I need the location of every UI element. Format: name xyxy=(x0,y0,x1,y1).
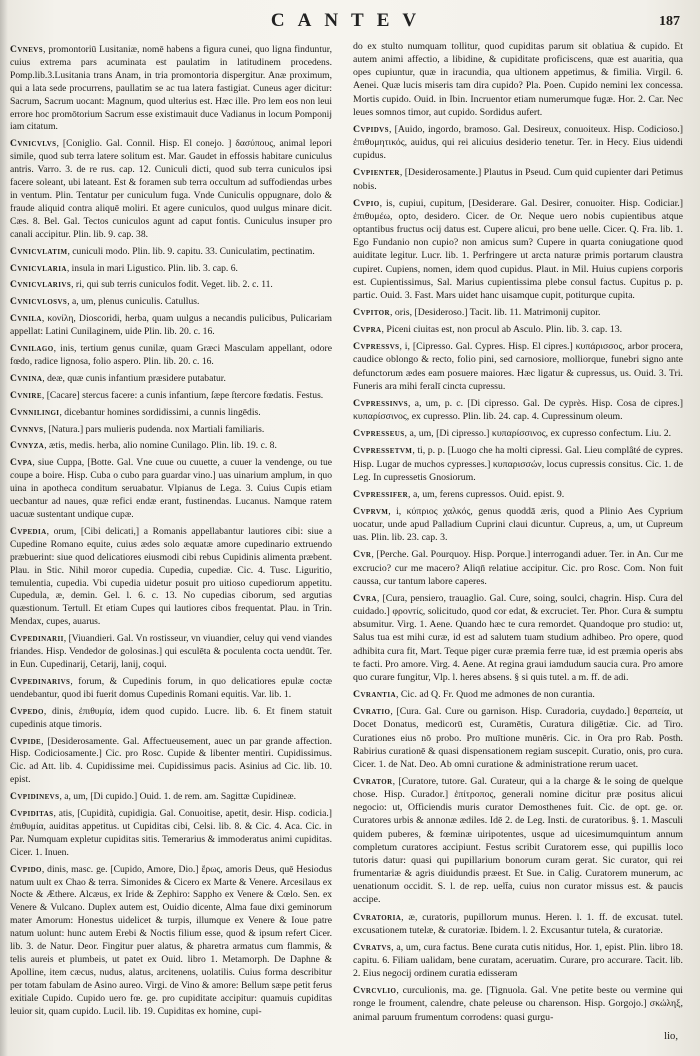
entry-headword: Cvprvm xyxy=(353,506,389,517)
dictionary-entry xyxy=(353,397,683,423)
dictionary-entry xyxy=(10,407,332,420)
entry-headword: Cvra xyxy=(353,592,377,604)
entry-headword: Cvpiditas xyxy=(10,808,54,820)
entry-text: , ætis, medis. herba, alio nomine Cunilago. Plin. lib. 19. c. 8. xyxy=(44,440,277,452)
entry-text: , [Cura, pensiero, trauaglio. Gal. Cure, soing, soulci, chagrin. Hisp. Cura del cuidado.] φροντίς, solicitudo, quod cor edat, & excruciet. Ter. Phor. Cura & sumptu absumitur. Virg. 1. Aene. Quando hæc te cura remordet. Quandoque pro studio: ut, Salus tua est mihi curæ, id est ad salutem tuam studium adhibeo. Pro opere, quod adhibita cura fit, Mart. Teque piger curæ præmia ferre tuæ, id est præmia operis abs te facti. Pro amore. Virg. 4. Aene. At regina graui iamdudum saucia cura. Pro amore quo curare fungitur, Vlp. l. heres absens. § si quis tutel. a m. ff. de adi. xyxy=(353,592,683,683)
entry-headword: Cvrator xyxy=(353,775,393,787)
entry-text: , oris, [Desideroso.] Tacit. lib. 11. Matrimonij cupitor. xyxy=(389,306,601,318)
dictionary-entry xyxy=(353,592,683,684)
entry-headword: Cvpedo xyxy=(10,705,44,717)
entry-headword: Cvpide xyxy=(10,735,42,747)
dictionary-entry xyxy=(10,343,332,369)
dictionary-entry xyxy=(10,424,332,437)
entry-headword: Cvnilago xyxy=(10,343,54,355)
dictionary-entry xyxy=(353,911,683,937)
entry-headword: Cvpra xyxy=(353,324,382,336)
entry-headword: Cvnina xyxy=(10,372,43,384)
entry-text: do ex stulto numquam tollitur, quod cupiditas parum sit oblatiua & cupido. Et autem animi affectio, a libidine, & cupiditate proficiscens, quæ est auaritia, qua opes cupiuntur, quæ in iracundia, qua ultionem appetimus, & fimilia. Virgil. 6. Aenei. Quæ lucis miseris tam dira cupido? Pla. Poen. Cupido nemini lex concessa. Mortis cupido. Ouid. in Ibin. Incruentor etiam numerumque fugæ. Hor. 2. Car. Nec leues somnos timor, aut cupido. Sordidus aufert. xyxy=(353,41,683,118)
dictionary-entry xyxy=(10,808,332,860)
dictionary-entry xyxy=(10,313,332,339)
dictionary-entry xyxy=(353,548,683,587)
entry-text: , [Curatore, tutore. Gal. Curateur, qui a la charge & le soing de quelque chose. Hisp. Curador.] ἐπίτροπος, generali nomine dicitur præ positus alicui negocio: ut, Officiendis muris curator Demosthenes fuit. Cic. de opt. ge. or. Curatores urbis & annonæ ædiles. Idē 2. de Leg. Insti. de curatoribus. §. 1. Masculi quidem puberes, & fœminæ uiripotentes, usque ad uicesimumquintum annum completum curatores accipiunt. Festus scribit Curatorem esse, qui pupillis loco tutoris datur: quasi qui pupillarium bonorum curam gerat. Sic curator, qui rei frumentariæ & agris diuidundis præest. Et Sue. in Calig. Curatorem munerum, ac uenationum occidit. S. l. de rep. uelt̄a, cuius non curator missus est. & paucis accipe. xyxy=(353,775,683,906)
dictionary-entry xyxy=(10,296,332,309)
entry-headword: Cvpedinarivs xyxy=(10,675,71,687)
entry-text: , κονίλη, Dioscoridi, herba, quam uulgus a necandis pulicibus, Pulicariam appellat: Latini Cunilaginem, uide Plin. lib. 20. c. 16. xyxy=(10,313,332,338)
entry-text: , [Auido, ingordo, bramoso. Gal. Desireux, conuoiteux. Hisp. Codicioso.] ἐπιθυμητικός, auidus, qui rei alicuius desiderio tenetur. Ter. in Hecy. Eius uidendi cupidus. xyxy=(353,123,683,162)
entry-headword: Cvpido xyxy=(10,863,42,875)
entry-text: , [Desiderosamente.] Plautus in Pseud. Cum quid cupienter dari Petimus nobis. xyxy=(353,167,683,192)
dictionary-entry xyxy=(10,526,332,629)
dictionary-entry xyxy=(353,688,683,701)
gutter-shadow xyxy=(0,0,8,1056)
catchword: lio, xyxy=(664,1031,678,1042)
entry-headword: Cvnicvlarivs xyxy=(10,279,72,291)
dictionary-entry xyxy=(353,488,683,501)
dictionary-entry xyxy=(10,791,332,804)
dictionary-entry xyxy=(10,736,332,788)
entry-text: , Piceni ciuitas est, non procul ab Asculo. Plin. lib. 3. cap. 13. xyxy=(381,324,623,336)
entry-text: , inis, tertium genus cunilæ, quam Græci Masculam appellant, odore fœdo, radice lignosa, folio aspero. Plin. lib. 20. c. 16. xyxy=(10,343,332,367)
entry-headword: Cvpressinvs xyxy=(353,397,409,409)
entry-text: , i, [Cipresso. Gal. Cypres. Hisp. El cipres.] κυπάρισσος, arbor procera, caudice oblongo & recto, folio pini, sed carnosiore, molliorque, funebri signo ante defunctorum ædes eam posuere maiores. Hæc ligatur & cupressus, us. Ouid. 3. Tri. Funeris ara mihi feralī cincta cupressu. xyxy=(353,341,683,392)
dictionary-entry xyxy=(353,323,683,336)
dictionary-entry xyxy=(353,306,683,319)
entry-text: , dinis, ἐπιθυμία, idem quod cupido. Lucre. lib. 6. Et finem statuit cupedinis atque timoris. xyxy=(10,705,332,730)
entry-headword: Cvnyza xyxy=(10,440,45,452)
entry-text: , a, um, cura factus. Bene curata cutis nitidus, Hor. 1, epist. Plin. libro 18. capitu. 6. Filiam ualidam, bene curatam, aceruatim. Curare, pro accurare. Tacit. lib. 2. Eius negocij ordinem curatia edisseram xyxy=(353,941,683,980)
entry-headword: Cvnicvlosvs xyxy=(10,296,68,308)
entry-text: , ti, p. p. [Luogo che ha molti cipressi. Gal. Lieu complâté de cypres. Hisp. Lugar de muchos cypresses.] κυπαρισσών, locus cupressis consitus. Cic. 1. de Leg. In cupressetis Gnosiorum. xyxy=(353,445,683,483)
entry-headword: Cvnicvlatim xyxy=(10,245,68,257)
dictionary-entry xyxy=(10,246,332,259)
dictionary-entry xyxy=(10,706,332,732)
entry-text: , siue Cuppa, [Botte. Gal. Vne cuue ou cuuette, a cuuer la vendenge, ou tue coupe a boire. Hisp. Cuba o cubo para guardar vino.] uas uinarium amplum, in quo uina in apotheca conditum seruabatur. Vlpianus de Lega. 3. Cuius Cupis etiam uecbantur ad naues, quæ refici endæ erant, fustinendas. Lucanus. Namque ratem uacuæ sustentant undique cupæ. xyxy=(10,457,332,520)
dictionary-entry xyxy=(10,633,332,672)
entry-headword: Cvnicvlaria xyxy=(10,262,67,274)
entry-text: , [Desiderosamente. Gal. Affectueusement, auec un par grande affection. Hisp. Codiciosamente.] Cic. pro Rosc. Cupide & libenter mentiri. Cupidissimus. Cic. ad Att. lib. 4. Cupidissime mei. Cupidissimus pacis. Asinius ad Cic. lib. 10. epist. xyxy=(10,735,332,786)
entry-headword: Cvnila xyxy=(10,313,42,325)
entry-headword: Cvpa xyxy=(10,457,33,469)
entry-headword: Cvpresseus xyxy=(353,428,405,440)
entry-text: , insula in mari Ligustico. Plin. lib. 3. cap. 6. xyxy=(66,262,238,274)
entry-text: , a, um, ferens cupressos. Ouid. epist. 9. xyxy=(408,488,565,500)
entry-text: , atis, [Cupidità, cupidigia. Gal. Conuoitise, apetit, desir. Hisp. codicia.] ἐπιθυμία, auiditas appetitus. ut Cupiditas cibi, Celsi. lib. 8. & Cic. 4. Aca. Cic. in Par. Numquam expletur cupiditas sitis. Temerarius & immoderatus animi cupiditas. Cicer. 1. Inuen. xyxy=(10,808,332,858)
entry-headword: Cvratoria xyxy=(353,911,402,923)
entry-headword: Cvpressifer xyxy=(353,488,409,500)
dictionary-entry xyxy=(353,984,683,1023)
entry-headword: Cvpio xyxy=(353,197,380,209)
entry-headword: Cvpidvs xyxy=(353,123,389,135)
dictionary-entry xyxy=(353,197,683,302)
dictionary-entry xyxy=(353,705,683,771)
dictionary-entry xyxy=(353,941,683,980)
entry-headword: Cvpedinarii xyxy=(10,633,64,645)
dictionary-entry xyxy=(10,373,332,386)
dictionary-entry xyxy=(353,505,683,544)
entry-headword: Cvratvs xyxy=(353,941,392,953)
entry-headword: Cvnire xyxy=(10,389,42,401)
entry-text: , a, um, [Di cupido.] Ouid. 1. de rem. am. Sagittæ Cupidineæ. xyxy=(59,791,297,803)
entry-text: , a, um, [Di cipresso.] κυπαρίσσινος, ex cupresso confectum. Liu. 2. xyxy=(404,428,672,440)
dictionary-entry xyxy=(10,279,332,292)
entry-headword: Cvr xyxy=(353,549,372,561)
dictionary-entry xyxy=(10,864,332,1019)
entry-headword: Cvpressetvm xyxy=(353,445,413,457)
entry-text: , forum, & Cupedinis forum, in quo delicatiores epulæ coctæ uendebantur, quod ibi fuerit domus Cupedinis Romani equitis. Var. lib. 1. xyxy=(10,675,332,700)
entry-text: , dicebantur homines sordidissimi, a cunnis lingēdis. xyxy=(59,406,261,418)
entry-text: , i, κύπριος χαλκός, genus quoddā æris, quod a Plinio Aes Cyprium uocatur, unde apud Palladium Cuprini claui dicuntur. Cupreus, a, um, ut Cupreum uas. Plin. lib. 23. cap. 3. xyxy=(353,506,683,544)
entry-text: , curculionis, ma. ge. [Tignuola. Gal. Vne petite beste ou vermine qui ronge le froument, calendre, chate peleuse ou charenson. Hisp. Gorgojo.] σκώληξ, animal paruum frumentum corrodens: quasi gurgu- xyxy=(353,985,683,1023)
dictionary-entry xyxy=(10,263,332,276)
entry-text: , orum, [Cibi delicati,] a Romanis appellabantur lautiores cibi: siue a Cupedine Romano equite, cuius ædes solo æquatæ amore cupedinario extruendo præbuerint: siue quod delicatiores eiusmodi cibi rebus Cupidinis alimenta præbent. Plau. in Stic. Nihil moror cupedia. Cupedia, cupediæ. Cic. 4. Tusc. Liguritio, temulentia, cupedia. Vbi cupedia uidetur posuit pro uitioso cupediorum appetitu. Cupedula, æ, demin. Gel. l. 6. c. 13. No cupedias ciborum, sed argutias quæstionum. Tertull. Et etiam Cupes qui lautiores cibos frequentat. Plau. in Trin. Mendax, cupes, auarus. xyxy=(10,525,332,628)
dictionary-entry xyxy=(353,40,683,119)
page-number: 187 xyxy=(659,14,680,29)
entry-text: , æ, curatoris, pupillorum munus. Heren. l. 1. ff. de excusat. tutel. excusationem tutelæ, & curatoriæ. Ibidem. l. 2. Excusantur tutela, & curatoriæ. xyxy=(353,911,683,936)
dictionary-entry xyxy=(10,440,332,453)
entry-text: , deæ, quæ cunis infantium præsidere putabatur. xyxy=(42,372,226,384)
dictionary-entry xyxy=(10,44,332,134)
entry-headword: Cvpienter xyxy=(353,167,400,179)
entry-headword: Cvnevs xyxy=(10,44,44,55)
dictionary-entry xyxy=(353,775,683,907)
dictionary-entry xyxy=(10,138,332,241)
dictionary-entry xyxy=(353,166,683,192)
entry-headword: Cvpedia xyxy=(10,525,47,537)
entry-headword: Cvnnilingi xyxy=(10,406,60,418)
left-column xyxy=(10,44,332,1023)
running-title: CANTEV xyxy=(270,10,430,31)
entry-text: , [Cacare] stercus facere: a cunis infantium, ſæpe ſtercore fœdatis. Festus. xyxy=(41,389,324,401)
entry-headword: Cvpidinevs xyxy=(10,791,60,803)
entry-text: , is, cupiui, cupitum, [Desiderare. Gal. Desirer, conuoiter. Hisp. Codiciar.] ἐπιθυμέω, opto, desidero. Cicer. de Or. Neque uero nobis cupientibus atque optantibus fructus ocij datus est. Cupere alicui, pro bene uelle. Cicer. Q. Fra. lib. 1. Ego Fundanio non cupio? non amicus sum? Cupere in quarta coniugatione quod auiditate legitur. Lucr. lib. 1. Perfringere ut arcta naturæ primis portarum claustra cupiret. Cupiens, nomen, idem quod cupidus. Plaut. in Mil. Huius cupiens corporis est. Cupientissimus, Sal. Marius cupientissima plebe consul factus. Cupitus p. p. partic. Ouid. 3. Fast. Mars uidet hanc uisamque cupit, potiturque cupita. xyxy=(353,197,683,301)
entry-text: , cuniculi modo. Plin. lib. 9. capitu. 33. Cuniculatim, pectinatim. xyxy=(67,245,315,257)
right-column xyxy=(353,40,683,1028)
page-header xyxy=(0,10,700,34)
entry-text: , ri, qui sub terris cuniculos fodit. Veget. lib. 2. c. 11. xyxy=(71,279,273,291)
entry-headword: Cvratio xyxy=(353,706,391,718)
entry-text: , [Cura. Gal. Cure ou garnison. Hisp. Curadoria, cuydado.] θεραπεία, ut Docet Donatus, medicorū est, Curamētis, Curatura diligētiæ. Cic. ad Tiro. Curationes eius nō probo. Pro muītione munēris. Cic. in Ora pro Rab. Posth. Rabirius curationē & quasi dispensationem regiam suscepit. Curatio, onis, pro cura. Cicer. 1. de Nat. Deo. Ab omni curatione & administratione rerum uacet. xyxy=(353,706,683,770)
entry-text: , [Viuandieri. Gal. Vn rostisseur, vn viuandier, celuy qui vend viandes friandes. Hisp. Vendedor de golosinas.] qui esculēta & poculenta cocta uendūt. Ter. in Eun. Cupedinarij, Cetarij, lanij, coqui. xyxy=(10,633,332,670)
entry-text: , dinis, masc. ge. [Cupido, Amore, Dio.] ἔρως, amoris Deus, quē Hesiodus natum uult ex Chao & terra. Simonides & Cicero ex Marte & Venere. Arcesilaus ex Nocte & Æthere. Alcæus, ex Iride & Zephiro: Sappho ex Venere & Cœlo. Sen. ex Venere & Vulcano. Duplex autem est, Ouidio dicente, Alma faue dixi geminorum mater Amorum: Honestus uidelicet & turpis, illumque ex Venere & Ioue patre natum uolunt: hunc autem Erebi & Noctis filium esse, quod & ipsum refert Cicer. lib. 3. de Natur. Deor. Fingitur puer alatus, & pharetra armatus cum flammis, & telis aureis et plumbeis, ut patet ex Ouid. libro 1. Metamorph. De Daphne & Apolline, item cæcus, nudus, alatus, arcitenens, uolatilis. Cuius forma describitur per totam fabulam de Asino aureo. Virgi. de Vino & amore: Bellum sæpe petit ferus exitiale Cupido. Cupido uero fœ. ge. pro cupiditate accipitur: quamuis cupiditas leuior sit, quam cupido. Lucil. lib. 19. Cupiditas ex homine, cupi- xyxy=(10,863,332,1017)
dictionary-entry xyxy=(353,123,683,162)
dictionary-entry xyxy=(353,427,683,440)
dictionary-entry xyxy=(10,457,332,522)
entry-headword: Cvpitor xyxy=(353,306,390,318)
entry-text: , a, um, p. c. [Di cipresso. Gal. De cyprès. Hisp. Cosa de cipres.] κυπαρίσσινος, ex cupresso. Plin. lib. 24. cap. 4. Cupressinum oleum. xyxy=(353,397,683,423)
entry-text: , Cic. ad Q. Fr. Quod me admones de non curantia. xyxy=(395,689,595,701)
dictionary-entry xyxy=(10,676,332,702)
entry-text: , [Coniglio. Gal. Connil. Hisp. El conejo. ] δασύπους, animal lepori simile, quod sub terra latere solitum est. Mar. Gaudet in effossis habitare cuniculus antris. Varro. 3. de re rus. cap. 12. Cuniculi dicti, quod sub terra cuniculos ipsi facere soleant, ubi lateant. Est & foramen sub terra occultum ad suffodiendas urbes in ventum. Plin. Tentatur per cuniculum fuga. Vnde Cuniculis oppugnare, dolo & fraude aliquid contra aliquē moliri. Et agere cuniculos, quod uulgus minare dicit. Cæs. 8. Bel. Gal. Tectos cuniculos agunt ad caput fontis. Cuniculus insuper pro canali accipitur. Plin. lib. 9. cap. 38. xyxy=(10,138,332,240)
entry-headword: Cvnicvlvs xyxy=(10,138,57,150)
entry-headword: Cvpressvs xyxy=(353,341,400,353)
dictionary-entry xyxy=(353,444,683,483)
dictionary-entry xyxy=(10,390,332,403)
entry-text: , [Natura.] pars mulieris pudenda. nox Martiali familiaris. xyxy=(43,423,265,435)
entry-text: , a, um, plenus cuniculis. Catullus. xyxy=(67,296,200,308)
entry-headword: Cvrcvlio xyxy=(353,985,397,997)
entry-text: , [Perche. Gal. Pourquoy. Hisp. Porque.] interrogandi aduer. Ter. in An. Cur me excrucio? cur me macero? Aliqn̄ relatiue accipitur. Cic. pro Rosc. Com. Non fuit caussa, cur tantum labore caperes. xyxy=(353,549,683,587)
dictionary-entry xyxy=(353,340,683,393)
entry-headword: Cvrantia xyxy=(353,689,396,701)
entry-headword: Cvnnvs xyxy=(10,423,44,435)
entry-text: , promontoriū Lusitaniæ, nomē habens a figura cunei, quo ligna finduntur, cuius extrema pars acuminata est paulatim in latitudinem procedens. Pomp.lib.3.Lusitania trans Anam, in tria promontoria dispergitur. Anæ proximum, qui a lata sede procurrens, paullatim se ac tua latera fastigiat. Cuneus ager dicitur: Sacrum, Sacrum uocant: Magnum, quod ulterius est. Hæc ille. Pro lem eos non leui errore hoc promōtorium Sacrum esse existimauit duce Vadianus in locum Pomponij iam citatum. xyxy=(10,44,332,133)
